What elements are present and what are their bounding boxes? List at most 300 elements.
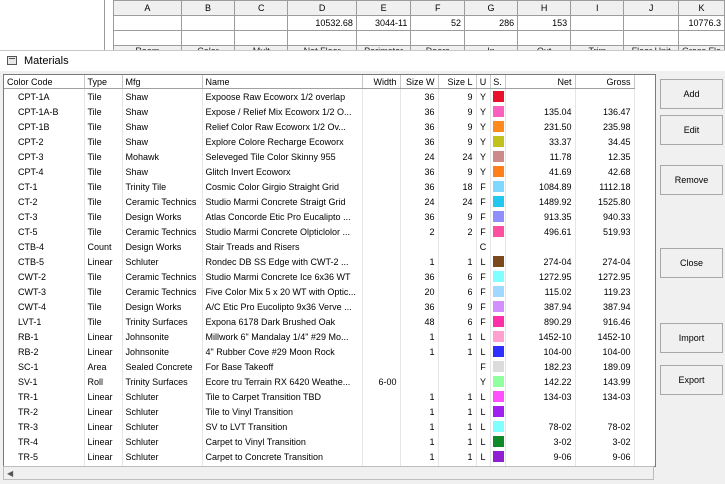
cell-code: CTB-4 (4, 239, 84, 254)
cell-size-l: 9 (438, 209, 476, 224)
cell-size-l: 1 (438, 404, 476, 419)
cell-type: Linear (84, 344, 122, 359)
cell-width (362, 239, 400, 254)
cell-width (362, 209, 400, 224)
background-pane-edge (104, 0, 105, 52)
cell-gross: 3-02 (575, 434, 634, 449)
cell-net: 135.04 (505, 104, 575, 119)
cell-size-l: 9 (438, 134, 476, 149)
cell-gross: 189.09 (575, 359, 634, 374)
cell-name: Tile to Vinyl Transition (202, 404, 362, 419)
color-swatch-cell (490, 89, 505, 105)
cell-mfg: Ceramic Technics (122, 284, 202, 299)
color-swatch (493, 256, 504, 267)
column-header-color-code[interactable]: Color Code (4, 75, 84, 89)
cell-size-w: 36 (400, 179, 438, 194)
cell-mfg: Trinity Tile (122, 179, 202, 194)
table-row[interactable] (4, 329, 634, 344)
cell-net: 3-02 (505, 434, 575, 449)
table-row[interactable] (4, 389, 634, 404)
cell-name: Ecore tru Terrain RX 6420 Weathe... (202, 374, 362, 389)
cell-mfg: Trinity Surfaces (122, 314, 202, 329)
cell-code: TR-1 (4, 389, 84, 404)
column-header-u[interactable]: U (476, 75, 490, 89)
cell-mfg: Ceramic Technics (122, 224, 202, 239)
cell-u: F (476, 314, 490, 329)
column-header-mfg[interactable]: Mfg (122, 75, 202, 89)
cell-size-w (400, 359, 438, 374)
cell-mfg: Schluter (122, 419, 202, 434)
table-row[interactable] (4, 164, 634, 179)
cell-gross: 34.45 (575, 134, 634, 149)
cell-size-w: 36 (400, 299, 438, 314)
cell-width (362, 224, 400, 239)
color-swatch (493, 301, 504, 312)
cell-size-l: 1 (438, 389, 476, 404)
cell-type: Linear (84, 419, 122, 434)
cell-name: Expoose Raw Ecoworx 1/2 overlap (202, 89, 362, 105)
cell-name: Seleveged Tile Color Skinny 955 (202, 149, 362, 164)
cell-name: Expona 6178 Dark Brushed Oak (202, 314, 362, 329)
cell-size-w (400, 374, 438, 389)
cell-mfg: Schluter (122, 449, 202, 464)
cell-type: Linear (84, 449, 122, 464)
cell-code: CPT-4 (4, 164, 84, 179)
cell-size-l (438, 374, 476, 389)
color-swatch (493, 181, 504, 192)
cell-net: 41.69 (505, 164, 575, 179)
sheet-cell (114, 16, 182, 31)
cell-width (362, 149, 400, 164)
cell-net: 9-06 (505, 449, 575, 464)
cell-name: Millwork 6" Mandalay 1/4" #29 Mo... (202, 329, 362, 344)
cell-name: Expose / Relief Mix Ecoworx 1/2 O... (202, 104, 362, 119)
cell-size-w: 1 (400, 254, 438, 269)
cell-net: 387.94 (505, 299, 575, 314)
cell-mfg: Schluter (122, 404, 202, 419)
color-swatch-cell (490, 404, 505, 419)
cell-name: Studio Marmi Concrete Ice 6x36 WT (202, 269, 362, 284)
cell-type: Linear (84, 254, 122, 269)
edit-button[interactable]: Edit (660, 115, 723, 145)
table-row[interactable] (4, 224, 634, 239)
cell-width: 6-00 (362, 374, 400, 389)
color-swatch (493, 241, 504, 252)
sheet-column-header: J (624, 1, 678, 16)
cell-type: Linear (84, 434, 122, 449)
color-swatch (493, 271, 504, 282)
cell-gross: 104-00 (575, 344, 634, 359)
cell-width (362, 344, 400, 359)
cell-width (362, 434, 400, 449)
color-swatch-cell (490, 194, 505, 209)
cell-gross (575, 239, 634, 254)
cell-code: TR-4 (4, 434, 84, 449)
color-swatch (493, 376, 504, 387)
sheet-cell: 10776.3 (678, 16, 724, 31)
sheet-column-header: B (181, 1, 234, 16)
cell-u: Y (476, 89, 490, 105)
color-swatch (493, 331, 504, 342)
cell-type: Area (84, 359, 122, 374)
cell-width (362, 284, 400, 299)
cell-size-w: 36 (400, 89, 438, 105)
color-swatch (493, 316, 504, 327)
cell-type: Linear (84, 404, 122, 419)
color-swatch-cell (490, 134, 505, 149)
cell-size-w: 36 (400, 134, 438, 149)
cell-size-w: 1 (400, 419, 438, 434)
cell-size-l: 1 (438, 344, 476, 359)
table-row[interactable] (4, 404, 634, 419)
cell-net: 33.37 (505, 134, 575, 149)
cell-net: 182.23 (505, 359, 575, 374)
cell-name: Studio Marmi Concrete Straigt Grid (202, 194, 362, 209)
dialog-title: Materials (24, 55, 69, 67)
cell-type: Tile (84, 104, 122, 119)
cell-type: Tile (84, 194, 122, 209)
cell-name: Tile to Carpet Transition TBD (202, 389, 362, 404)
cell-u: L (476, 389, 490, 404)
cell-mfg: Shaw (122, 134, 202, 149)
cell-net (505, 404, 575, 419)
cell-name: SV to LVT Transition (202, 419, 362, 434)
column-header-type[interactable]: Type (84, 75, 122, 89)
cell-size-l (438, 359, 476, 374)
cell-size-w: 2 (400, 224, 438, 239)
cell-width (362, 179, 400, 194)
cell-size-l: 24 (438, 194, 476, 209)
cell-gross: 1112.18 (575, 179, 634, 194)
cell-size-w: 1 (400, 404, 438, 419)
cell-u: F (476, 209, 490, 224)
color-swatch (493, 436, 504, 447)
cell-net: 496.61 (505, 224, 575, 239)
cell-mfg: Ceramic Technics (122, 194, 202, 209)
cell-gross: 519.93 (575, 224, 634, 239)
sheet-cell: 52 (411, 16, 465, 31)
table-row[interactable] (4, 104, 634, 119)
cell-code: CT-1 (4, 179, 84, 194)
cell-gross: 134-03 (575, 389, 634, 404)
cell-code: CPT-1A (4, 89, 84, 105)
column-header-s[interactable]: S. (490, 75, 505, 89)
color-swatch-cell (490, 179, 505, 194)
cell-size-w: 36 (400, 209, 438, 224)
cell-mfg: Design Works (122, 299, 202, 314)
sheet-column-header: I (571, 1, 624, 16)
cell-width (362, 89, 400, 105)
cell-code: RB-2 (4, 344, 84, 359)
sheet-cell (235, 16, 288, 31)
color-swatch-cell (490, 284, 505, 299)
materials-grid[interactable] (3, 74, 656, 467)
color-swatch (493, 361, 504, 372)
cell-net: 913.35 (505, 209, 575, 224)
background-spreadsheet (113, 0, 725, 52)
cell-name: A/C Etic Pro Eucolipto 9x36 Verve ... (202, 299, 362, 314)
table-row[interactable] (4, 299, 634, 314)
table-row[interactable] (4, 374, 634, 389)
cell-u: Y (476, 164, 490, 179)
cell-net: 231.50 (505, 119, 575, 134)
table-row[interactable] (4, 344, 634, 359)
cell-size-l: 1 (438, 419, 476, 434)
cell-u: F (476, 269, 490, 284)
color-swatch (493, 166, 504, 177)
cell-type: Tile (84, 284, 122, 299)
cell-u: L (476, 419, 490, 434)
cell-name: Studio Marmi Concrete Olpticlolor ... (202, 224, 362, 239)
cell-width (362, 104, 400, 119)
table-row[interactable] (4, 239, 634, 254)
color-swatch (493, 106, 504, 117)
cell-width (362, 299, 400, 314)
sheet-column-header: K (678, 1, 724, 16)
table-row[interactable] (4, 89, 634, 105)
cell-size-l (438, 239, 476, 254)
cell-u: Y (476, 119, 490, 134)
column-header-net[interactable]: Net (505, 75, 575, 89)
cell-size-w: 36 (400, 119, 438, 134)
cell-net: 78-02 (505, 419, 575, 434)
cell-width (362, 329, 400, 344)
cell-type: Linear (84, 329, 122, 344)
cell-width (362, 119, 400, 134)
cell-name: Cosmic Color Girgio Straight Grid (202, 179, 362, 194)
cell-code: CPT-1B (4, 119, 84, 134)
cell-mfg: Schluter (122, 389, 202, 404)
cell-code: TR-5 (4, 449, 84, 464)
cell-gross: 940.33 (575, 209, 634, 224)
cell-mfg: Design Works (122, 209, 202, 224)
cell-mfg: Ceramic Technics (122, 269, 202, 284)
cell-size-l: 9 (438, 119, 476, 134)
color-swatch-cell (490, 419, 505, 434)
color-swatch-cell (490, 314, 505, 329)
sheet-column-header: D (288, 1, 357, 16)
cell-u: L (476, 449, 490, 464)
sheet-cell: 10532.68 (288, 16, 357, 31)
color-swatch (493, 136, 504, 147)
sheet-cell (624, 16, 678, 31)
cell-gross: 9-06 (575, 449, 634, 464)
cell-net: 1084.89 (505, 179, 575, 194)
cell-name: Explore Colore Recharge Ecoworx (202, 134, 362, 149)
table-row[interactable] (4, 284, 634, 299)
scroll-left-arrow-icon[interactable]: ◀ (7, 469, 14, 478)
cell-mfg: Shaw (122, 89, 202, 105)
cell-code: CWT-2 (4, 269, 84, 284)
column-header-name[interactable]: Name (202, 75, 362, 89)
sheet-cell: 153 (518, 16, 571, 31)
cell-gross: 1452-10 (575, 329, 634, 344)
cell-code: CWT-4 (4, 299, 84, 314)
cell-width (362, 404, 400, 419)
cell-u: L (476, 404, 490, 419)
sheet-column-header: E (356, 1, 410, 16)
cell-net (505, 89, 575, 105)
cell-size-w: 24 (400, 149, 438, 164)
add-button[interactable]: Add (660, 79, 723, 109)
color-swatch (493, 196, 504, 207)
export-button[interactable]: Export (660, 365, 723, 395)
title-bar (0, 51, 725, 71)
cell-width (362, 254, 400, 269)
window-icon (7, 56, 17, 65)
cell-code: CPT-1A-B (4, 104, 84, 119)
cell-mfg: Sealed Concrete (122, 359, 202, 374)
color-swatch (493, 91, 504, 102)
cell-size-l: 9 (438, 299, 476, 314)
table-row[interactable] (4, 434, 634, 449)
cell-size-l: 1 (438, 329, 476, 344)
color-swatch (493, 346, 504, 357)
color-swatch (493, 286, 504, 297)
color-swatch-cell (490, 164, 505, 179)
cell-u: F (476, 194, 490, 209)
cell-width (362, 134, 400, 149)
color-swatch (493, 226, 504, 237)
color-swatch (493, 211, 504, 222)
cell-size-w: 36 (400, 269, 438, 284)
color-swatch (493, 121, 504, 132)
table-row[interactable] (4, 209, 634, 224)
cell-type: Count (84, 239, 122, 254)
cell-gross (575, 89, 634, 105)
cell-u: Y (476, 149, 490, 164)
cell-net: 1272.95 (505, 269, 575, 284)
close-button[interactable]: Close (660, 248, 723, 278)
table-row[interactable] (4, 254, 634, 269)
cell-size-l: 24 (438, 149, 476, 164)
cell-code: CT-5 (4, 224, 84, 239)
cell-u: F (476, 284, 490, 299)
cell-u: L (476, 344, 490, 359)
sheet-column-header: H (518, 1, 571, 16)
cell-size-w: 36 (400, 104, 438, 119)
cell-size-w: 1 (400, 329, 438, 344)
cell-net: 11.78 (505, 149, 575, 164)
cell-size-l: 6 (438, 284, 476, 299)
cell-u: Y (476, 374, 490, 389)
cell-mfg: Shaw (122, 164, 202, 179)
cell-code: CTB-5 (4, 254, 84, 269)
cell-type: Tile (84, 314, 122, 329)
sheet-cell (181, 16, 234, 31)
background-pane (0, 0, 105, 52)
cell-code: CPT-3 (4, 149, 84, 164)
cell-name: For Base Takeoff (202, 359, 362, 374)
color-swatch-cell (490, 359, 505, 374)
table-row[interactable] (4, 269, 634, 284)
cell-u: L (476, 434, 490, 449)
cell-mfg: Schluter (122, 254, 202, 269)
sheet-cell: 286 (465, 16, 518, 31)
column-header-size-w[interactable]: Size W (400, 75, 438, 89)
cell-net: 134-03 (505, 389, 575, 404)
cell-type: Tile (84, 89, 122, 105)
column-header-gross[interactable]: Gross (575, 75, 634, 89)
sheet-column-header: C (235, 1, 288, 16)
sheet-cell: 3044-11 (356, 16, 410, 31)
cell-code: LVT-1 (4, 314, 84, 329)
materials-dialog (0, 50, 725, 484)
import-button[interactable]: Import (660, 323, 723, 353)
color-swatch-cell (490, 374, 505, 389)
cell-u: L (476, 254, 490, 269)
cell-size-l: 9 (438, 164, 476, 179)
color-swatch-cell (490, 254, 505, 269)
cell-size-w: 1 (400, 344, 438, 359)
cell-u: Y (476, 134, 490, 149)
table-row[interactable] (4, 119, 634, 134)
table-row[interactable] (4, 179, 634, 194)
table-row[interactable] (4, 194, 634, 209)
cell-mfg: Johnsonite (122, 344, 202, 359)
cell-gross: 78-02 (575, 419, 634, 434)
cell-mfg: Shaw (122, 104, 202, 119)
cell-size-l: 6 (438, 269, 476, 284)
sheet-cell (571, 16, 624, 31)
cell-gross: 916.46 (575, 314, 634, 329)
color-swatch-cell (490, 119, 505, 134)
table-row[interactable] (4, 134, 634, 149)
table-row[interactable] (4, 359, 634, 374)
cell-net: 142.22 (505, 374, 575, 389)
cell-type: Tile (84, 179, 122, 194)
color-swatch-cell (490, 449, 505, 464)
sheet-column-header: G (465, 1, 518, 16)
cell-size-w: 1 (400, 389, 438, 404)
cell-gross: 136.47 (575, 104, 634, 119)
cell-gross: 235.98 (575, 119, 634, 134)
cell-width (362, 269, 400, 284)
cell-type: Tile (84, 299, 122, 314)
color-swatch-cell (490, 269, 505, 284)
cell-size-l: 1 (438, 434, 476, 449)
cell-mfg: Schluter (122, 434, 202, 449)
cell-gross: 274-04 (575, 254, 634, 269)
cell-net: 115.02 (505, 284, 575, 299)
cell-name: Carpet to Concrete Transition (202, 449, 362, 464)
cell-size-w: 48 (400, 314, 438, 329)
column-header-width[interactable]: Width (362, 75, 400, 89)
table-row[interactable] (4, 449, 634, 464)
cell-type: Roll (84, 374, 122, 389)
cell-code: CPT-2 (4, 134, 84, 149)
cell-u: Y (476, 104, 490, 119)
cell-mfg: Shaw (122, 119, 202, 134)
horizontal-scrollbar[interactable] (3, 466, 654, 480)
color-swatch-cell (490, 344, 505, 359)
cell-type: Tile (84, 149, 122, 164)
color-swatch (493, 421, 504, 432)
cell-width (362, 389, 400, 404)
remove-button[interactable]: Remove (660, 165, 723, 195)
table-row[interactable] (4, 314, 634, 329)
cell-net: 104-00 (505, 344, 575, 359)
cell-size-l: 18 (438, 179, 476, 194)
cell-size-w: 1 (400, 434, 438, 449)
table-row[interactable] (4, 149, 634, 164)
cell-u: F (476, 179, 490, 194)
color-swatch-cell (490, 389, 505, 404)
cell-type: Linear (84, 389, 122, 404)
table-row[interactable] (4, 419, 634, 434)
column-header-size-l[interactable]: Size L (438, 75, 476, 89)
cell-net: 274-04 (505, 254, 575, 269)
